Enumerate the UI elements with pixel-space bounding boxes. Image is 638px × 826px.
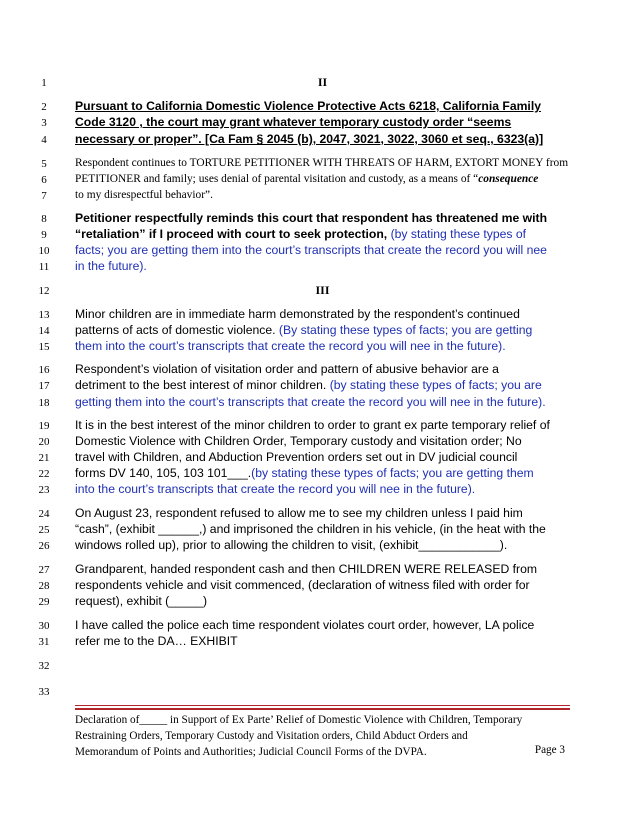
paragraph-2-text: PETITIONER and family; uses denial of parental visitation and custody, as a means of “: [75, 173, 479, 185]
paragraph-6-line: travel with Children, and Abduction Prevention orders set out in DV judicial council: [75, 450, 518, 464]
line-number: 3: [41, 117, 47, 129]
line-number: 5: [41, 158, 47, 170]
line-number: 8: [41, 213, 47, 225]
line-number: 19: [38, 420, 50, 432]
paragraph-6-text: forms DV 140, 105, 103 101___.: [75, 466, 252, 480]
paragraph-8-line: respondents vehicle and visit commenced, (declaration of witness filed with order for: [75, 578, 530, 592]
line-number: 28: [38, 580, 50, 592]
line-number: 25: [38, 524, 50, 536]
line-number: 1: [41, 77, 47, 89]
line-number: 22: [38, 468, 50, 480]
paragraph-7-line: windows rolled up), prior to allowing the children to visit, (exhibit____________).: [75, 538, 508, 552]
line-number: 33: [38, 686, 50, 698]
line-number: 4: [41, 134, 47, 146]
paragraph-7-line: “cash”, (exhibit ______,) and imprisoned the children in his vehicle, (in the heat with the: [75, 522, 546, 536]
line-number: 6: [41, 174, 47, 186]
paragraph-6-line: It is in the best interest of the minor children to order to grant ex parte temporary relief of: [75, 418, 550, 432]
paragraph-3-line: in the future).: [75, 259, 147, 273]
paragraph-3-line: facts; you are getting them into the court’s transcripts that create the record you will nee: [75, 243, 547, 257]
paragraph-4-line: Minor children are in immediate harm demonstrated by the respondent’s continued: [75, 307, 520, 321]
line-number: 16: [38, 364, 50, 376]
paragraph-9-line: I have called the police each time respondent violates court order, however, LA police: [75, 618, 535, 632]
line-number: 20: [38, 436, 50, 448]
line-number: 12: [38, 285, 50, 297]
paragraph-5-line: Respondent’s violation of visitation order and pattern of abusive behavior are a: [75, 362, 499, 376]
line-number: 30: [38, 620, 50, 632]
line-number: 18: [38, 397, 50, 409]
paragraph-2-line: Respondent continues to TORTURE PETITIONER WITH THREATS OF HARM, EXTORT MONEY from: [75, 157, 569, 169]
footer-line: Restraining Orders, Temporary Custody and Visitation orders, Child Abduct Orders and: [75, 730, 468, 742]
paragraph-4-line: them into the court’s transcripts that create the record you will nee in the future).: [75, 339, 506, 353]
line-number: 32: [38, 660, 50, 672]
consequence-emphasis: consequence: [478, 173, 539, 185]
line-number: 24: [38, 508, 50, 520]
paragraph-2-line: [75, 171, 570, 187]
line-number: 13: [38, 309, 50, 321]
note-text: (by stating these types of facts; you are: [329, 378, 542, 392]
paragraph-3-line: [75, 226, 570, 242]
line-number: 14: [38, 325, 50, 337]
paragraph-8-line: Grandparent, handed respondent cash and then CHILDREN WERE RELEASED from: [75, 562, 538, 576]
paragraph-2-line: to my disrespectful behavior”.: [75, 189, 213, 201]
paragraph-7-line: On August 23, respondent refused to allow me to see my children unless I paid him: [75, 506, 523, 520]
paragraph-9-line: refer me to the DA… EXHIBIT: [75, 634, 238, 648]
paragraph-4-line: [75, 322, 570, 338]
paragraph-4-text: patterns of acts of domestic violence.: [75, 323, 279, 337]
footer-line: Memorandum of Points and Authorities; Judicial Council Forms of the DVPA.: [75, 746, 427, 758]
section-heading-ii: II: [317, 75, 328, 89]
line-number: 10: [38, 245, 50, 257]
footer-line: Declaration of_____ in Support of Ex Parte’ Relief of Domestic Violence with Children, Temporary: [75, 714, 523, 726]
line-number: 15: [38, 341, 50, 353]
paragraph-6-line: [75, 465, 570, 481]
footer-divider: [75, 705, 570, 706]
note-text: (By stating these types of facts; you are getting: [278, 323, 533, 337]
line-number: 23: [38, 484, 50, 496]
paragraph-5-text: detriment to the best interest of minor children.: [75, 378, 330, 392]
paragraph-8-line: request), exhibit (_____): [75, 594, 208, 608]
line-number: 2: [41, 101, 47, 113]
section-heading-iii: III: [315, 283, 330, 297]
line-number: 21: [38, 452, 50, 464]
line-number: 29: [38, 596, 50, 608]
note-text: (by stating these types of facts; you are getting them: [251, 466, 534, 480]
line-number: 17: [38, 380, 50, 392]
footer-divider: [75, 708, 570, 710]
paragraph-1-line: Pursuant to California Domestic Violence Protective Acts 6218, California Family: [75, 99, 541, 113]
paragraph-1-line: necessary or proper”. [Ca Fam § 2045 (b), 2047, 3021, 3022, 3060 et seq., 6323(a)]: [75, 132, 544, 146]
page-number: Page 3: [534, 744, 565, 756]
paragraph-6-line: into the court’s transcripts that create the record you will nee in the future).: [75, 482, 476, 496]
paragraph-5-line: getting them into the court’s transcripts that create the record you will nee in the future).: [75, 395, 546, 409]
line-number: 26: [38, 540, 50, 552]
paragraph-1-line: Code 3120 , the court may grant whatever temporary custody order “seems: [75, 115, 512, 129]
paragraph-6-line: Domestic Violence with Children Order, Temporary custody and visitation order; No: [75, 434, 522, 448]
retaliation-text: “retaliation” if I proceed with court to seek protection,: [75, 227, 388, 241]
line-number: 11: [38, 261, 50, 273]
paragraph-5-line: [75, 377, 570, 393]
line-number: 7: [41, 190, 47, 202]
note-text: (by stating these types of: [387, 227, 527, 241]
line-number: 9: [41, 229, 47, 241]
paragraph-3-line: Petitioner respectfully reminds this court that respondent has threatened me with: [75, 211, 548, 225]
line-number: 31: [38, 636, 50, 648]
line-number: 27: [38, 564, 50, 576]
